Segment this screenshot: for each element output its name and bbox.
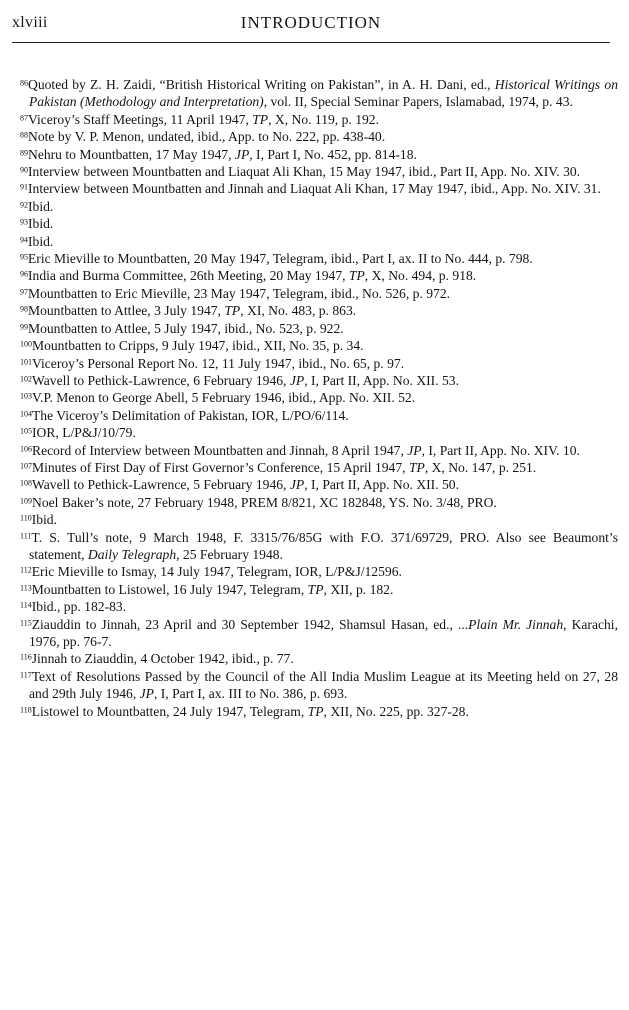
footnote-text: , XII, No. 225, pp. 327-28. <box>323 703 469 719</box>
footnote-text: V.P. Menon to George Abell, 5 February 1946, ibid., App. No. XII. 52. <box>32 390 416 406</box>
footnote-text: , Karachi, 1976, pp. 76-7. <box>29 616 618 649</box>
footnote-text: , I, Part I, No. 452, pp. 814-18. <box>249 146 417 162</box>
footnote-text: Eric Mieville to Mountbatten, 20 May 1947, Telegram, ibid., Part I, ax. II to No. 444, p. 798. <box>28 251 533 267</box>
footnote-text: , X, No. 119, p. 192. <box>268 111 379 127</box>
footnote-105 <box>20 424 618 441</box>
footnote-text: Ibid. <box>28 216 54 232</box>
footnote-109 <box>20 494 618 511</box>
footnote-italic-text: TP <box>252 111 269 127</box>
footnote-116 <box>20 650 618 667</box>
footnote-text: Mountbatten to Attlee, 5 July 1947, ibid., No. 523, p. 922. <box>28 320 344 336</box>
footnote-italic-text: TP <box>224 303 241 319</box>
footnote-text: Record of Interview between Mountbatten and Jinnah, 8 April 1947, <box>32 442 408 458</box>
footnote-number: 113 <box>20 583 32 593</box>
footnote-number: 100 <box>20 339 32 349</box>
footnote-93 <box>20 215 618 232</box>
footnote-text: India and Burma Committee, 26th Meeting, 20 May 1947, <box>28 268 349 284</box>
footnote-number: 111 <box>20 531 32 541</box>
footnote-103 <box>20 389 618 406</box>
footnote-number: 109 <box>20 496 32 506</box>
footnote-text: Ibid. <box>28 198 54 214</box>
footnote-113 <box>20 581 618 598</box>
footnote-text: Listowel to Mountbatten, 24 July 1947, Telegram, <box>31 703 308 719</box>
footnote-number: 90 <box>20 165 28 175</box>
footnote-number: 98 <box>20 304 28 314</box>
footnote-text: Mountbatten to Eric Mieville, 23 May 1947, Telegram, ibid., No. 526, p. 972. <box>28 285 451 301</box>
footnote-text: , I, Part II, App. No. XII. 50. <box>304 477 459 493</box>
footnote-96 <box>20 267 618 284</box>
footnote-italic-text: TP <box>307 703 324 719</box>
footnote-number: 87 <box>20 113 28 123</box>
footnote-number: 102 <box>20 374 32 384</box>
footnote-101 <box>20 355 618 372</box>
footnote-86 <box>20 76 618 111</box>
footnote-number: 86 <box>20 78 28 88</box>
footnote-number: 94 <box>20 235 28 245</box>
footnote-text: Mountbatten to Attlee, 3 July 1947, <box>28 303 225 319</box>
footnote-text: , X, No. 147, p. 251. <box>424 459 537 475</box>
footnote-117 <box>20 668 618 703</box>
page-header <box>12 10 610 43</box>
footnote-number: 114 <box>20 600 32 610</box>
footnote-text: Quoted by Z. H. Zaidi, “British Historical Writing on Pakistan”, in A. H. Dani, ed., <box>28 77 495 92</box>
footnote-text: Mountbatten to Listowel, 16 July 1947, Telegram, <box>31 581 308 597</box>
footnote-text: Nehru to Mountbatten, 17 May 1947, <box>28 146 235 162</box>
footnote-number: 93 <box>20 217 28 227</box>
footnote-number: 95 <box>20 252 28 262</box>
footnote-text: IOR, L/P&J/10/79. <box>32 425 136 441</box>
footnote-text: Viceroy’s Staff Meetings, 11 April 1947, <box>28 111 253 127</box>
footnote-text: , vol. II, Special Seminar Papers, Islamabad, 1974, p. 43. <box>263 94 573 110</box>
footnote-number: 105 <box>20 426 32 436</box>
footnote-text: , I, Part II, App. No. XII. 53. <box>304 372 459 388</box>
footnote-italic-text: Daily Telegraph <box>87 546 177 562</box>
footnote-number: 108 <box>20 478 32 488</box>
footnote-100 <box>20 337 618 354</box>
footnote-italic-text: TP <box>348 268 365 284</box>
footnote-number: 104 <box>20 409 32 419</box>
footnote-text: Wavell to Pethick-Lawrence, 5 February 1946, <box>32 477 290 493</box>
footnote-text: Ibid., pp. 182-83. <box>31 599 127 615</box>
footnote-text: Ibid. <box>31 512 57 528</box>
footnote-italic-text: JP <box>139 686 154 702</box>
footnote-text: The Viceroy’s Delimitation of Pakistan, IOR, L/PO/6/114. <box>32 407 349 423</box>
footnote-text: , I, Part I, ax. III to No. 386, p. 693. <box>153 686 348 702</box>
footnote-number: 110 <box>20 513 32 523</box>
footnote-118 <box>20 703 618 720</box>
footnote-97 <box>20 285 618 302</box>
footnote-number: 97 <box>20 287 28 297</box>
footnote-text: Noel Baker’s note, 27 February 1948, PREM 8/821, XC 182848, YS. No. 3/48, PRO. <box>32 494 497 510</box>
footnote-italic-text: JP <box>234 146 250 162</box>
footnote-number: 103 <box>20 391 32 401</box>
footnote-number: 99 <box>20 322 28 332</box>
footnote-text: , 25 February 1948. <box>176 546 283 562</box>
footnote-114 <box>20 598 618 615</box>
footnote-italic-text: Historical Writings on Pakistan (Methodology and Interpretation) <box>29 77 618 110</box>
footnote-88 <box>20 128 618 145</box>
footnote-text: Wavell to Pethick-Lawrence, 6 February 1946, <box>32 372 290 388</box>
footnote-115 <box>20 616 618 651</box>
footnote-number: 115 <box>20 618 32 628</box>
footnote-number: 96 <box>20 269 28 279</box>
footnote-107 <box>20 459 618 476</box>
footnote-italic-text: Plain Mr. Jinnah <box>468 616 564 632</box>
footnote-italic-text: JP <box>289 372 305 388</box>
page-number: xlviii <box>12 14 48 31</box>
footnote-91 <box>20 180 618 197</box>
footnote-106 <box>20 442 618 459</box>
footnote-text: T. S. Tull’s note, 9 March 1948, F. 3315/76/85G with F.O. 371/69729, PRO. Also see Beaumont’s statement, <box>29 529 618 562</box>
footnote-number: 89 <box>20 148 28 158</box>
footnote-text: Interview between Mountbatten and Jinnah and Liaquat Ali Khan, 17 May 1947, ibid., App. No. XIV. 31. <box>28 181 601 197</box>
footnote-text: , X, No. 494, p. 918. <box>364 268 477 284</box>
footnote-text: Viceroy’s Personal Report No. 12, 11 July 1947, ibid., No. 65, p. 97. <box>32 355 405 371</box>
footnote-text: Mountbatten to Cripps, 9 July 1947, ibid., XII, No. 35, p. 34. <box>32 338 364 354</box>
footnote-104 <box>20 407 618 424</box>
footnote-italic-text: TP <box>307 581 324 597</box>
footnote-number: 117 <box>20 670 32 680</box>
footnote-111 <box>20 529 618 564</box>
footnote-110 <box>20 511 618 528</box>
footnote-87 <box>20 111 618 128</box>
footnote-italic-text: JP <box>407 442 422 458</box>
footnote-102 <box>20 372 618 389</box>
footnote-number: 112 <box>20 565 32 575</box>
footnote-text: , XI, No. 483, p. 863. <box>240 303 357 319</box>
footnote-text: , XII, p. 182. <box>323 581 394 597</box>
footnote-number: 92 <box>20 200 28 210</box>
footnote-112 <box>20 563 618 580</box>
footnote-italic-text: JP <box>289 477 305 493</box>
footnote-text: Ibid. <box>28 233 54 249</box>
footnote-number: 106 <box>20 444 32 454</box>
footnote-text: Note by V. P. Menon, undated, ibid., App. to No. 222, pp. 438-40. <box>28 129 386 145</box>
footnote-92 <box>20 198 618 215</box>
footnote-94 <box>20 233 618 250</box>
footnote-95 <box>20 250 618 267</box>
footnote-number: 118 <box>20 705 32 715</box>
footnote-text: Ziauddin to Jinnah, 23 April and 30 September 1942, Shamsul Hasan, ed., ... <box>31 616 469 632</box>
footnote-number: 91 <box>20 182 28 192</box>
footnote-italic-text: TP <box>408 459 425 475</box>
footnote-text: Jinnah to Ziauddin, 4 October 1942, ibid., p. 77. <box>31 651 294 667</box>
footnote-90 <box>20 163 618 180</box>
footnote-text: Minutes of First Day of First Governor’s Conference, 15 April 1947, <box>32 459 409 475</box>
footnotes-list <box>20 76 618 720</box>
footnote-98 <box>20 302 618 319</box>
footnote-text: Interview between Mountbatten and Liaquat Ali Khan, 15 May 1947, ibid., Part II, App. No. XIV. 30. <box>28 164 581 180</box>
footnote-99 <box>20 320 618 337</box>
footnote-number: 107 <box>20 461 32 471</box>
footnote-89 <box>20 146 618 163</box>
footnote-number: 116 <box>20 652 32 662</box>
footnote-text: Eric Mieville to Ismay, 14 July 1947, Telegram, IOR, L/P&J/12596. <box>31 564 402 580</box>
footnote-number: 101 <box>20 357 32 366</box>
running-head: INTRODUCTION <box>240 13 382 32</box>
footnote-number: 88 <box>20 130 28 140</box>
footnote-text: Text of Resolutions Passed by the Council of the All India Muslim League at its Meeting held on 27, 28 and 29th July 1946, <box>29 668 618 702</box>
footnote-text: , I, Part II, App. No. XIV. 10. <box>421 442 580 458</box>
footnote-108 <box>20 476 618 493</box>
